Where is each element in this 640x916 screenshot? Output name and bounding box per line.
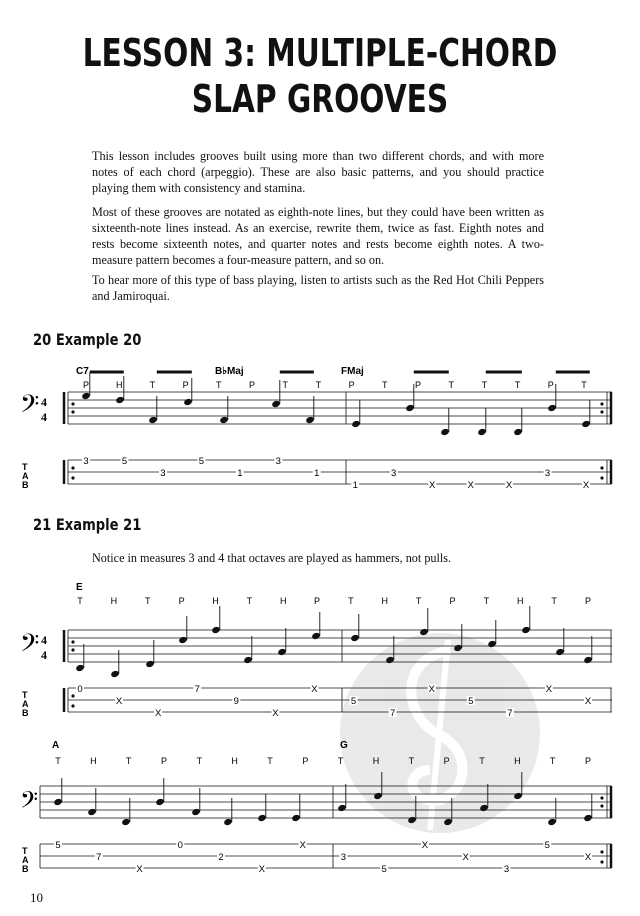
tab-fret-number: 5 — [544, 840, 550, 851]
example-21-heading: 21 Example 21 — [33, 515, 142, 534]
tab-fret-number: X — [545, 684, 553, 695]
technique-label: H — [115, 380, 123, 390]
technique-label: P — [443, 756, 450, 766]
tab-fret-number: 0 — [177, 840, 183, 851]
tab-clef-icon: T — [22, 846, 28, 856]
technique-label: T — [514, 380, 521, 390]
tab-clef-icon: T — [22, 462, 28, 472]
tab-fret-number: 3 — [83, 456, 89, 467]
technique-label: H — [90, 756, 97, 766]
tab-fret-number: X — [421, 840, 429, 851]
tab-fret-number: X — [428, 480, 436, 491]
tab-fret-number: 5 — [350, 696, 357, 707]
technique-label: T — [581, 380, 587, 390]
tab-fret-number: 7 — [507, 708, 513, 719]
technique-label: P — [182, 380, 189, 390]
notehead — [271, 400, 281, 408]
time-sig-bottom: 4 — [41, 648, 47, 662]
bass-clef-icon: 𝄢 — [20, 390, 40, 425]
notehead — [243, 656, 253, 664]
notehead — [191, 808, 201, 816]
notehead — [583, 656, 593, 664]
notehead — [291, 814, 301, 822]
example-20-techniques — [83, 380, 587, 390]
watermark-logo — [337, 633, 540, 833]
example-21-staff-row1 — [64, 630, 612, 712]
notehead — [53, 798, 63, 806]
example-20-tab-numbers — [82, 456, 590, 491]
chord-symbol: B♭Maj — [215, 366, 244, 377]
notehead — [583, 814, 593, 822]
technique-label: H — [517, 596, 524, 606]
notehead — [547, 404, 557, 412]
notehead — [440, 428, 450, 436]
tab-fret-number: X — [584, 696, 592, 707]
notehead — [148, 416, 158, 424]
tab-fret-number: 7 — [96, 852, 102, 863]
time-sig-bottom: 4 — [41, 410, 47, 424]
chord-symbol: A — [52, 740, 60, 751]
tab-fret-number: 0 — [77, 684, 83, 695]
technique-label: T — [125, 756, 132, 766]
technique-label: H — [279, 596, 287, 606]
tab-fret-number: X — [272, 708, 279, 719]
tab-fret-number: X — [462, 852, 469, 863]
technique-label: H — [514, 756, 521, 766]
tab-fret-number: 7 — [194, 684, 200, 695]
notehead — [555, 648, 565, 656]
notehead — [277, 648, 287, 656]
notehead — [513, 428, 523, 436]
technique-label: T — [149, 380, 156, 390]
exercise-paragraph: Most of these grooves are notated as eighth-note lines, but they could have been written as sixteenth-note lines instead. As an exercise, rewrite them, twice as fast. Eighth notes and rests become sixteenth notes, and quarter notes and rests become eighth notes. A two-measure pattern becomes a four-measure pattern, and so on. — [92, 205, 544, 267]
chord-symbol: C7 — [76, 366, 89, 377]
lesson-title-line1: LESSON 3: MULTIPLE-CHORD — [82, 31, 558, 75]
lesson-title-line2: SLAP GROOVES — [191, 77, 449, 121]
bass-clef-icon: 𝄢 — [20, 629, 40, 664]
notehead — [405, 404, 415, 412]
notehead — [581, 420, 591, 428]
chord-symbol: E — [76, 582, 83, 593]
notehead — [115, 396, 125, 404]
notehead — [547, 818, 557, 826]
tab-fret-number: 3 — [391, 468, 397, 479]
tab-fret-number: 1 — [237, 468, 243, 479]
technique-label: P — [584, 596, 592, 606]
intro-paragraph: This lesson includes grooves built using more than two different chords, and with more notes of each chord (arpeggio). These are also basic patterns, and you should practice playing them with consistency and stamina. — [92, 149, 544, 195]
technique-label: P — [82, 380, 90, 390]
technique-label: P — [248, 380, 256, 390]
notehead — [178, 636, 188, 644]
technique-label: T — [348, 596, 354, 606]
tab-fret-number: X — [582, 480, 590, 491]
technique-label: T — [282, 380, 288, 390]
example-21-note: Notice in measures 3 and 4 that octaves are played as hammers, not pulls. — [92, 551, 452, 565]
technique-label: T — [549, 756, 556, 766]
tab-clef-icon: A — [22, 699, 29, 709]
tab-clef-icon: B — [22, 864, 29, 874]
time-sig-top: 4 — [41, 395, 47, 409]
technique-label: H — [231, 756, 238, 766]
tab-fret-number: X — [136, 864, 143, 875]
technique-label: P — [584, 756, 592, 766]
technique-label: P — [314, 596, 321, 606]
tab-fret-number: 5 — [468, 696, 474, 707]
tab-fret-number: 3 — [160, 468, 166, 479]
technique-label: T — [408, 756, 415, 766]
example-20-staff — [64, 392, 612, 484]
tab-fret-number: X — [467, 480, 474, 491]
example-21-staff-row2 — [40, 786, 612, 868]
notehead — [305, 416, 315, 424]
technique-label: T — [483, 596, 490, 606]
technique-label: P — [547, 380, 554, 390]
notehead — [311, 632, 321, 640]
notehead — [121, 818, 131, 826]
technique-label: T — [196, 756, 203, 766]
tab-fret-number: X — [299, 840, 306, 851]
notehead — [350, 634, 360, 642]
technique-label: T — [267, 756, 273, 766]
technique-label: H — [372, 756, 380, 766]
technique-label: P — [178, 596, 185, 606]
notehead — [145, 660, 155, 668]
tab-clef-icon: T — [22, 690, 28, 700]
tab-fret-number: X — [115, 696, 123, 707]
tab-fret-number: X — [584, 852, 592, 863]
tab-fret-number: 1 — [314, 468, 320, 479]
technique-label: T — [144, 596, 151, 606]
tab-fret-number: X — [154, 708, 162, 719]
notehead — [477, 428, 487, 436]
technique-label: T — [77, 596, 83, 606]
notehead — [521, 626, 531, 634]
notehead — [257, 814, 267, 822]
tab-fret-number: 2 — [218, 852, 224, 863]
notehead — [87, 808, 97, 816]
notehead — [110, 670, 120, 678]
tab-fret-number: 5 — [381, 864, 387, 875]
notehead — [337, 804, 347, 812]
technique-label: P — [160, 756, 168, 766]
tab-fret-number: X — [428, 684, 435, 695]
time-sig-top: 4 — [41, 633, 47, 647]
tab-fret-number: X — [505, 480, 513, 491]
technique-label: T — [55, 756, 61, 766]
tab-fret-number: 9 — [233, 696, 239, 707]
technique-label: P — [414, 380, 422, 390]
technique-label: P — [302, 756, 309, 766]
notehead — [183, 398, 193, 406]
technique-label: T — [551, 596, 557, 606]
notehead — [155, 798, 165, 806]
notehead — [75, 664, 85, 672]
example-20-repeat-dots — [71, 402, 603, 479]
technique-label: T — [337, 756, 344, 766]
example-21-end-repeat-dots — [600, 796, 603, 863]
notehead — [81, 392, 91, 400]
tab-fret-number: 5 — [55, 840, 61, 851]
technique-label: T — [448, 380, 454, 390]
tab-clef-icon: A — [22, 855, 29, 865]
technique-label: T — [479, 756, 485, 766]
technique-label: T — [216, 380, 222, 390]
technique-label: H — [212, 596, 219, 606]
chord-symbol: G — [340, 740, 348, 751]
notehead — [211, 626, 221, 634]
technique-label: H — [110, 596, 118, 606]
tab-clef-icon: A — [22, 471, 29, 481]
example-21-repeat-dots — [71, 640, 74, 707]
tab-fret-number: X — [311, 684, 318, 695]
notehead — [219, 416, 229, 424]
bass-clef-icon: 𝄢 — [20, 786, 39, 819]
tab-fret-number: X — [258, 864, 266, 875]
tab-fret-number: 7 — [389, 708, 396, 719]
notehead — [223, 818, 233, 826]
tab-fret-number: 3 — [503, 864, 510, 875]
technique-label: T — [415, 596, 422, 606]
tab-clef-icon: B — [22, 708, 29, 718]
technique-label: P — [449, 596, 456, 606]
artists-paragraph: To hear more of this type of bass playing, listen to artists such as the Red Hot Chili Peppers and Jamiroquai. — [92, 273, 544, 303]
chord-symbol: FMaj — [341, 366, 364, 377]
technique-label: T — [246, 596, 253, 606]
tab-fret-number: 5 — [198, 456, 205, 467]
notehead — [351, 420, 361, 428]
tab-fret-number: 3 — [544, 468, 551, 479]
tab-fret-number: 5 — [121, 456, 128, 467]
technique-label: T — [382, 380, 388, 390]
tab-fret-number: 3 — [340, 852, 347, 863]
technique-label: P — [348, 380, 355, 390]
technique-label: T — [315, 380, 322, 390]
page-number: 10 — [30, 890, 43, 905]
tab-fret-number: 3 — [275, 456, 281, 467]
tab-clef-icon: B — [22, 480, 29, 490]
tab-fret-number: 1 — [352, 480, 358, 491]
example-20-heading: 20 Example 20 — [33, 330, 142, 349]
technique-label: H — [381, 596, 389, 606]
technique-label: T — [481, 380, 488, 390]
